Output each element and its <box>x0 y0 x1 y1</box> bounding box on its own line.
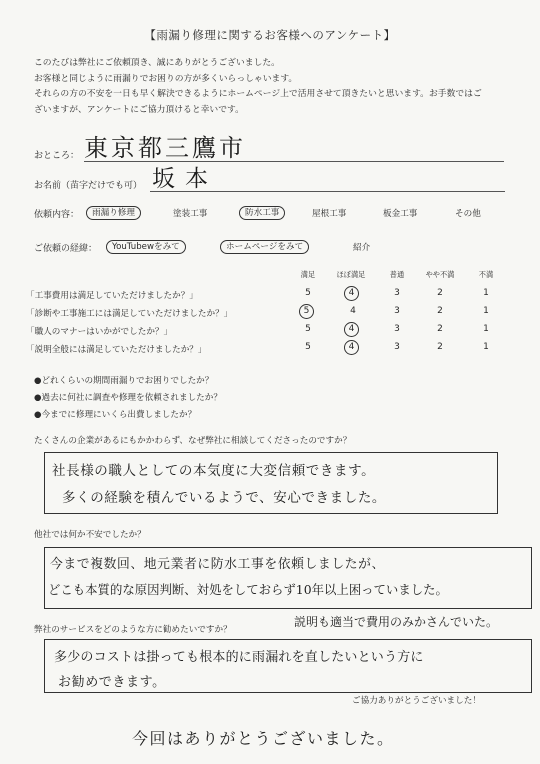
request-option-sheet-metal: 板金工事 <box>383 209 418 219</box>
rating-value: 1 <box>483 342 489 352</box>
intro-text <box>34 56 514 118</box>
scale-label: 満足 <box>300 270 316 279</box>
channel-option-label: YouTubewをみて <box>106 240 186 254</box>
request-option-other: その他 <box>455 209 481 219</box>
request-label: 依頼内容： <box>34 210 80 220</box>
request-option-leak-repair <box>92 206 141 218</box>
answer-other-line: どこも本質的な原因判断、対処をしておらず10年以上困っていました。 <box>48 582 448 597</box>
intro-line: ざいますが、アンケートにご協力頂けると幸いです。 <box>34 104 244 115</box>
thanks-printed: ご協力ありがとうございました！ <box>352 696 481 706</box>
rating-value: 2 <box>437 324 443 334</box>
rating-value: 3 <box>394 288 400 298</box>
channel-option-youtube <box>112 240 186 252</box>
address-value: 東京都三鷹市 <box>84 134 246 162</box>
name-label: お名前（苗字だけでも可） <box>34 181 143 191</box>
answer-recommend-line: お勧めできます。 <box>58 675 166 690</box>
answer-why-us-line: 多くの経験を積んでいるようで、安心できました。 <box>62 490 387 506</box>
name-underline <box>150 191 505 192</box>
rating-value: 2 <box>437 342 443 352</box>
rating-value-selected: 4 <box>344 286 359 301</box>
scale-label: やや不満 <box>425 270 455 279</box>
rating-value: 4 <box>350 306 356 316</box>
rating-value: 2 <box>437 306 443 316</box>
rating-value: 5 <box>305 342 311 352</box>
rating-value: 3 <box>394 306 400 316</box>
rating-value: 1 <box>483 306 489 316</box>
rating-value-selected: 5 <box>299 304 314 319</box>
rating-question: 「説明全般には満足していただけましたか？」 <box>26 345 207 355</box>
rating-question: 「診断や工事施工には満足していただけましたか？」 <box>26 309 233 319</box>
channel-option-referral: 紹介 <box>353 243 371 253</box>
name-value: 坂本 <box>152 166 218 192</box>
rating-value: 1 <box>483 324 489 334</box>
intro-line: それらの方の不安を一日も早く解決できるようにホームページ上で活用させて頂きたいと思います。お手数ではご <box>34 89 482 99</box>
answer-recommend-line: 多少のコストは掛っても根本的に雨漏れを直したいという方に <box>54 650 424 665</box>
channel-option-homepage <box>226 240 309 252</box>
request-option-label: 雨漏り修理 <box>86 206 141 220</box>
rating-value: 5 <box>305 324 311 334</box>
rating-value-selected: 4 <box>344 340 359 355</box>
intro-line: このたびは弊社にご依頼頂き、誠にありがとうございました。 <box>34 58 280 68</box>
intro-line: お客様と同じように雨漏りでお困りの方が多くいらっしゃいます。 <box>34 73 298 84</box>
question-why-us: たくさんの企業があるにもかかわらず、なぜ弊社に相談してくださったのですか？ <box>34 436 352 446</box>
request-option-painting: 塗装工事 <box>173 209 208 219</box>
request-option-waterproofing <box>245 206 285 218</box>
channel-option-label: ホームページをみて <box>220 240 309 254</box>
channel-label: ご依頼の経緯： <box>34 244 98 254</box>
address-underline <box>84 161 504 162</box>
rating-question: 「職人のマナーはいかがでしたか？」 <box>26 327 173 337</box>
bullet-question: ●過去に何社に調査や修理を依頼されましたか？ <box>34 393 222 403</box>
answer-other-line: 今まで複数回、地元業者に防水工事を依頼しましたが、 <box>50 557 385 572</box>
answer-why-us-line: 社長様の職人としての本気度に大変信頼できます。 <box>52 463 376 479</box>
rating-value: 1 <box>483 288 489 298</box>
closing-handwritten: 今回はありがとうございました。 <box>132 729 395 748</box>
request-option-label: 防水工事 <box>239 206 285 220</box>
bullet-question: ●今までに修理にいくら出費しましたか？ <box>34 410 197 420</box>
rating-value: 2 <box>437 288 443 298</box>
survey-title: 【雨漏り修理に関するお客様へのアンケート】 <box>144 28 396 42</box>
question-recommend: 弊社のサービスをどのような方に勧めたいですか？ <box>34 625 232 635</box>
address-label: おところ： <box>34 151 80 161</box>
rating-value: 3 <box>394 324 400 334</box>
rating-value-selected: 4 <box>344 322 359 337</box>
question-other-companies: 他社では何か不安でしたか？ <box>34 530 146 540</box>
rating-value: 3 <box>394 342 400 352</box>
rating-question: 「工事費用は満足していただけましたか？」 <box>26 291 198 301</box>
request-option-roofing: 屋根工事 <box>312 209 347 219</box>
scale-label: ほぼ満足 <box>336 270 366 279</box>
bullet-question: ●どれくらいの期間雨漏りでお困りでしたか？ <box>34 376 214 386</box>
answer-other-continued: 説明も適当で費用のみかさんでいた。 <box>294 615 499 629</box>
scale-label: 普通 <box>389 270 405 279</box>
rating-value: 5 <box>305 288 311 298</box>
scale-label: 不満 <box>478 270 494 279</box>
